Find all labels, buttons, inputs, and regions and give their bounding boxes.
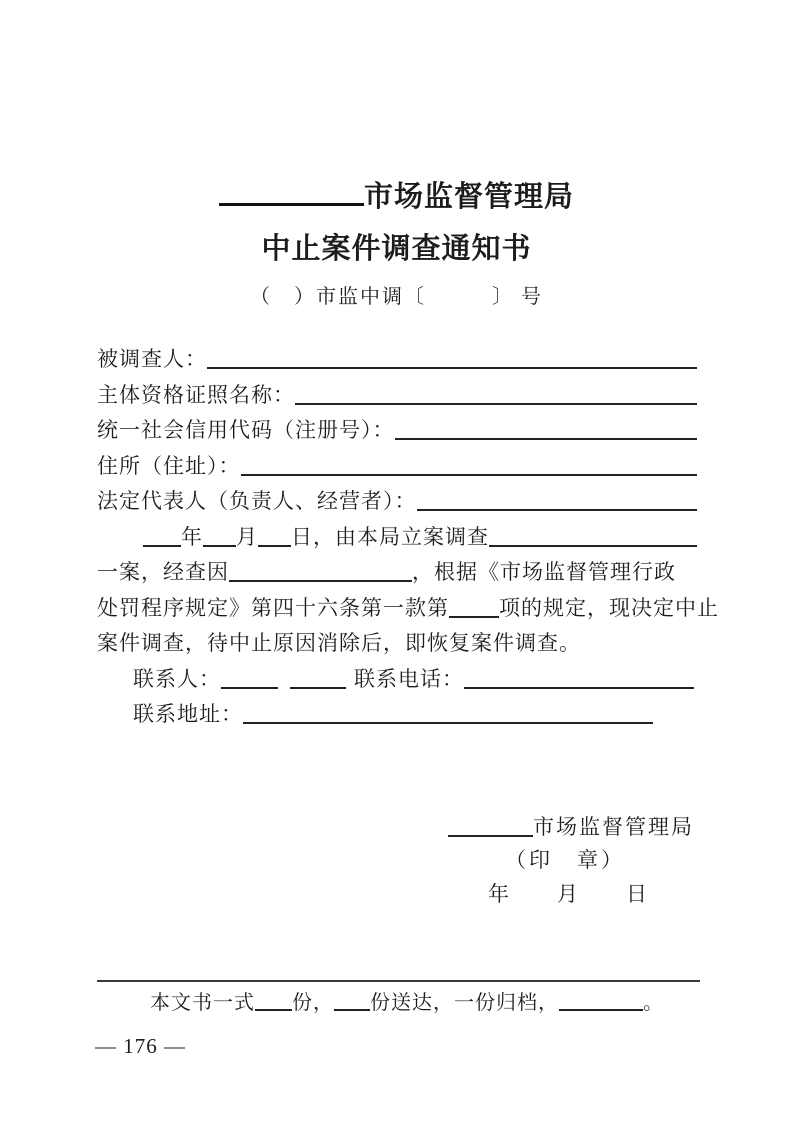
field-legal-rep [97, 484, 697, 520]
contact-phone-label: 联系电话： [354, 666, 464, 691]
signature-org-name: 市场监督管理局 [533, 815, 694, 839]
field-legal-rep-blank [417, 509, 698, 511]
document-body [97, 342, 719, 733]
case-name-blank [489, 545, 697, 547]
filing-text: 日，由本局立案调查 [291, 524, 489, 549]
contact-person-label: 联系人： [133, 666, 221, 691]
footer-period: 。 [643, 992, 664, 1014]
contact-person-blank-1 [221, 687, 278, 689]
footer-copies-blank [255, 1009, 292, 1011]
year-blank [143, 545, 181, 547]
year-label: 年 [181, 524, 203, 549]
field-residence-label: 住所（住址）： [97, 453, 241, 478]
contact-address-line [97, 697, 697, 733]
contact-phone-blank [464, 687, 694, 689]
month-blank [203, 545, 236, 547]
field-investigated [97, 342, 697, 378]
paragraph-date-line [97, 520, 697, 556]
basis-line2-suffix: 项的规定，现决定中止 [499, 595, 719, 620]
doc-number: （ ）市监中调〔 〕 号 [250, 286, 543, 308]
field-residence [97, 449, 697, 485]
field-credit-code-label: 统一社会信用代码（注册号）： [97, 418, 395, 442]
paragraph-closing-line: 案件调查，待中止原因消除后，即恢复案件调查。 [97, 631, 581, 655]
footer-archive-blank [559, 1009, 643, 1011]
footer-delivery-blank [334, 1009, 370, 1011]
header-org-line [0, 180, 793, 214]
field-credit-code-blank [395, 438, 698, 440]
footer-note [150, 988, 664, 1018]
org-name-blank [219, 203, 364, 206]
paragraph-basis-line [97, 591, 719, 627]
month-label: 月 [236, 524, 258, 549]
field-residence-blank [241, 474, 698, 476]
contact-line [97, 662, 697, 698]
field-investigated-blank [207, 367, 697, 369]
reason-blank [229, 580, 412, 582]
basis-line2-prefix: 处罚程序规定》第四十六条第一款第 [97, 595, 449, 620]
field-license-blank [295, 403, 697, 405]
item-number-blank [449, 616, 499, 618]
field-legal-rep-label: 法定代表人（负责人、经营者）： [97, 489, 417, 513]
paragraph-case-line [97, 555, 697, 591]
org-name-suffix: 市场监督管理局 [363, 181, 574, 213]
signature-org-blank [448, 835, 533, 837]
field-license-label: 主体资格证照名称： [97, 382, 295, 407]
contact-person-blank-2 [290, 687, 346, 689]
contact-address-blank [243, 722, 653, 724]
footer-delivery-text: 份送达，一份归档， [370, 992, 559, 1014]
field-investigated-label: 被调查人： [97, 347, 207, 371]
field-credit-code [97, 413, 697, 449]
case-prefix-text: 一案，经查因 [97, 560, 229, 584]
footer-divider [97, 980, 700, 982]
document-title: 中止案件调查通知书 [261, 233, 532, 265]
footer-copies-prefix: 本文书一式 [150, 992, 255, 1014]
contact-address-label: 联系地址： [133, 702, 243, 726]
footer-copies-unit: 份， [292, 992, 334, 1014]
day-blank [258, 545, 291, 547]
basis-text: ，根据《市场监督管理行政 [412, 560, 676, 584]
signature-org-line [448, 812, 694, 842]
page-number: — 176 — [95, 1034, 186, 1058]
signature-date-line: 年 月 日 [488, 882, 649, 906]
field-license [97, 378, 697, 414]
signature-seal: （印 章） [505, 848, 625, 872]
